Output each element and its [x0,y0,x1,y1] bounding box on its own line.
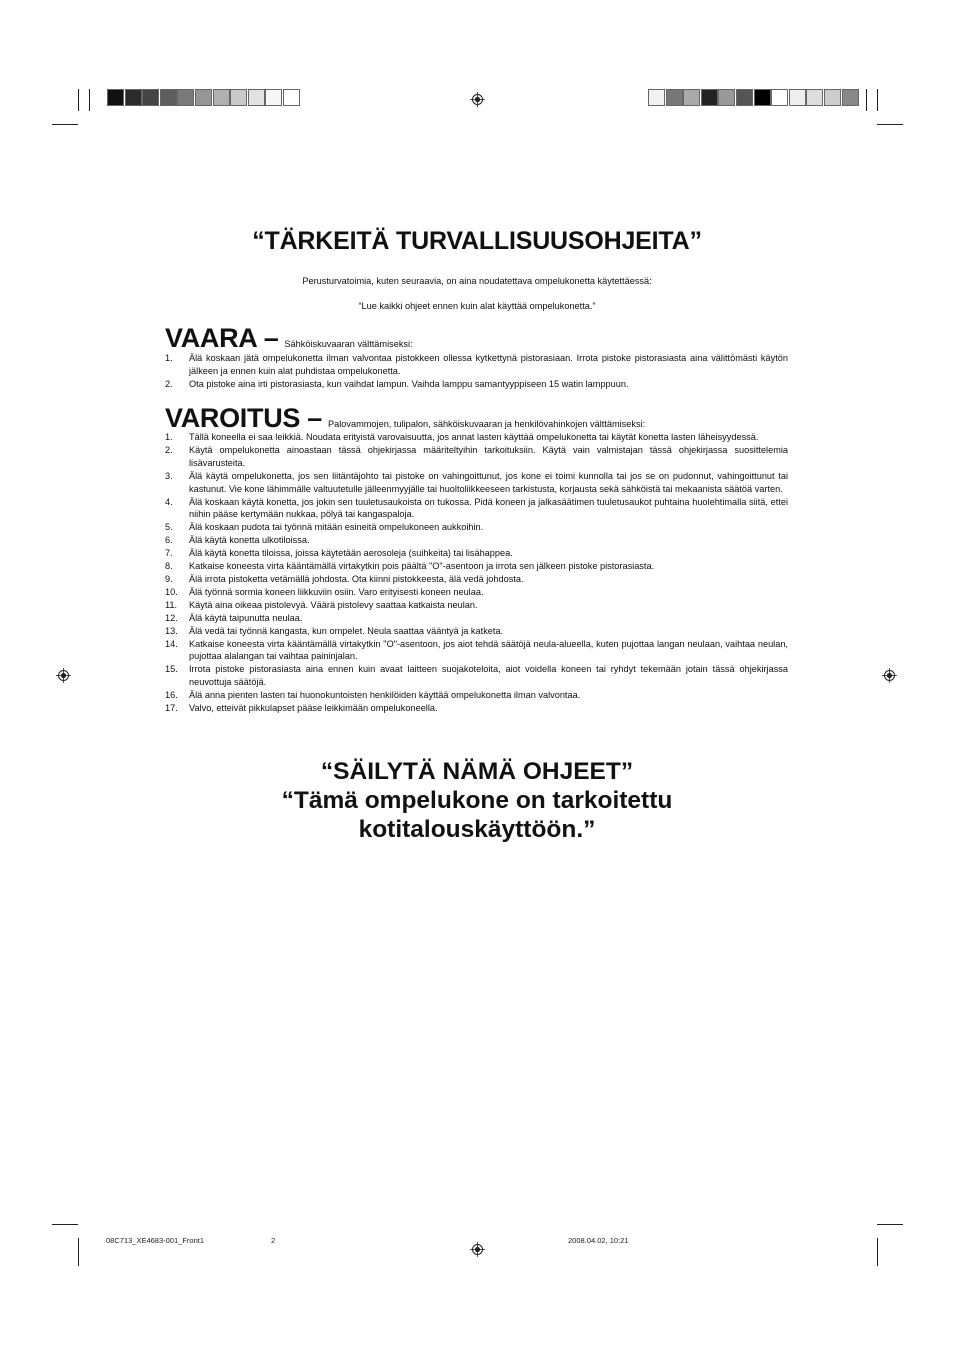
closing-line-3: kotitalouskäyttöön.” [358,816,596,843]
item-text: Älä käytä konetta tiloissa, joissa käytetään aerosoleja (suihkeita) tai lisähappea. [189,548,513,559]
list-item [165,521,788,534]
list-item [165,599,788,612]
color-swatch [195,89,212,106]
color-swatch [177,89,194,106]
list-item [165,444,788,470]
varoitus-subheading: Palovammojen, tulipalon, sähköiskuvaaran ja henkilövahinkojen välttämiseksi: [328,419,646,429]
vaara-subheading: Sähköiskuvaaran välttämiseksi: [284,339,413,349]
item-text: Älä koskaan käytä konetta, jos jokin sen tuuletusaukoista on tukossa. Pidä koneen ja jalkasäätimen tuuletusaukot puhtaina huolehtimalla siitä, ettei niihin pääse kertymään nukkaa, pölyä tai kangaspaloja. [189,496,788,520]
color-swatch [142,89,159,106]
list-item [165,534,788,547]
color-swatch [648,89,665,106]
color-swatch [283,89,300,106]
color-swatch [771,89,788,106]
color-swatch [824,89,841,106]
color-swatch [789,89,806,106]
color-swatch [806,89,823,106]
footer-datetime: 2008.04.02, 10:21 [568,1236,629,1245]
item-number: 14. [165,638,178,649]
item-number: 6. [165,535,173,546]
page-title: “TÄRKEITÄ TURVALLISUUSOHJEITA” [252,227,702,255]
list-item [165,496,788,522]
footer-filename: 08C713_XE4683-001_Front1 [106,1236,204,1245]
item-text: Älä vedä tai työnnä kangasta, kun ompelet. Neula saattaa vääntyä ja katketa. [189,625,504,636]
item-text: Irrota pistoke pistorasiasta aina ennen kuin avaat laitteen suojakoteloita, aiot voidella koneen tai ryhdyt tekemään jotain tässä ohjekirjassa neuvottuja säätöjä. [189,664,788,688]
list-item [165,702,788,715]
closing-block [0,757,954,844]
color-swatch [265,89,282,106]
color-swatch [160,89,177,106]
list-item [165,431,788,444]
list-item [165,663,788,689]
item-number: 17. [165,703,178,714]
item-text: Älä irrota pistoketta vetämällä johdosta. Ota kiinni pistokkeesta, älä vedä johdosta. [189,573,524,584]
item-number: 11. [165,599,178,610]
list-item [165,352,788,378]
color-swatch [701,89,718,106]
intro-text: Perusturvatoimia, kuten seuraavia, on aina noudatettava ompelukonetta käytettäessä: [302,276,652,286]
list-item [165,547,788,560]
list-item [165,560,788,573]
item-number: 1. [165,353,173,363]
varoitus-heading: VAROITUS – [165,403,323,433]
color-swatch [213,89,230,106]
color-swatch [842,89,859,106]
item-text: Käytä ompelukonetta ainoastaan tässä ohjekirjassa määriteltyihin tarkoituksiin. Käytä vain valmistajan tässä ohjekirjassa suosittelemia lisävarusteita. [189,444,788,468]
varoitus-list [165,431,788,715]
vaara-list [165,352,788,391]
footer-page-number: 2 [271,1236,276,1245]
registration-mark-icon [56,668,71,683]
varoitus-section-heading [165,403,645,434]
item-text: Älä käytä taipunutta neulaa. [189,612,303,623]
color-swatch [754,89,771,106]
item-text: Älä koskaan pudota tai työnnä mitään esineitä ompelukoneen aukkoihin. [189,522,484,533]
registration-mark-icon [470,92,485,107]
registration-mark-icon [882,668,897,683]
color-swatch [666,89,683,106]
vaara-heading: VAARA – [165,323,279,353]
color-swatch [718,89,735,106]
item-text: Ota pistoke aina irti pistorasiasta, kun vaihdat lampun. Vaihda lamppu samantyyppiseen 15 watin lamppuun. [189,378,629,389]
intro-quote: “Lue kaikki ohjeet ennen kuin alat käyttää ompelukonetta.” [358,301,596,311]
list-item [165,378,788,391]
list-item [165,689,788,702]
item-text: Tällä koneella ei saa leikkiä. Noudata erityistä varovaisuutta, jos annat lasten käyttää ompelukonetta tai käytät konetta lasten läheisyydessä. [189,432,759,442]
color-swatch [683,89,700,106]
item-text: Käytä aina oikeaa pistolevyä. Väärä pistolevy saattaa katkaista neulan. [189,599,478,610]
list-item [165,470,788,496]
item-number: 16. [165,690,178,701]
item-text: Katkaise koneesta virta kääntämällä virtakytkin "O"-asentoon, jos aiot tehdä säätöjä neula-alueella, kuten pujottaa langan neulaan, vaihtaa neulan, pujottaa alalangan tai vaihtaa paininjalan. [189,638,788,662]
item-number: 4. [165,496,173,507]
item-text: Älä työnnä sormia koneen liikkuviin osiin. Varo erityisesti koneen neulaa. [189,586,484,597]
registration-mark-icon [470,1242,485,1257]
item-number: 3. [165,470,173,481]
list-item [165,638,788,664]
list-item [165,586,788,599]
vaara-section-heading [165,323,413,354]
color-swatch [736,89,753,106]
item-number: 10. [165,586,178,597]
item-number: 7. [165,548,173,559]
item-number: 13. [165,625,178,636]
item-number: 15. [165,664,178,675]
list-item [165,573,788,586]
list-item [165,625,788,638]
color-swatch [230,89,247,106]
item-number: 9. [165,573,173,584]
item-number: 1. [165,432,173,442]
item-number: 8. [165,561,173,572]
item-number: 2. [165,378,173,389]
closing-line-1: “SÄILYTÄ NÄMÄ OHJEET” [320,758,634,785]
item-text: Älä koskaan jätä ompelukonetta ilman valvontaa pistokkeen ollessa kytkettynä pistorasiaan. Irrota pistoke pistorasiasta aina välittömästi käytön jälkeen ja ennen kuin alat puhdistaa ompelukonetta. [189,353,788,376]
item-number: 12. [165,612,178,623]
item-number: 2. [165,444,173,455]
item-text: Älä käytä ompelukonetta, jos sen liitäntäjohto tai pistoke on vahingoittunut, jos kone ei toimi kunnolla tai jos se on pudonnut, vahingoittunut tai kastunut. Vie kone lähimmälle valtuutetulle jälleenmyyjälle tai huoltoliikkeeseen tarkistusta, korjausta sekä sähköistä tai mekaanista säätöä varten. [189,470,788,494]
item-text: Älä käytä konetta ulkotiloissa. [189,535,310,546]
color-swatch [107,89,124,106]
color-swatch [125,89,142,106]
item-text: Älä anna pienten lasten tai huonokuntoisten henkilöiden käyttää ompelukonetta ilman valvontaa. [189,690,581,701]
item-number: 5. [165,522,173,533]
list-item [165,612,788,625]
item-text: Valvo, etteivät pikkulapset pääse leikkimään ompelukoneella. [189,703,438,714]
color-swatch [248,89,265,106]
closing-line-2: “Tämä ompelukone on tarkoitettu [281,787,673,814]
item-text: Katkaise koneesta virta kääntämällä virtakytkin pois päältä "O"-asentoon ja irrota sen jälkeen pistoke pistorasiasta. [189,561,655,572]
